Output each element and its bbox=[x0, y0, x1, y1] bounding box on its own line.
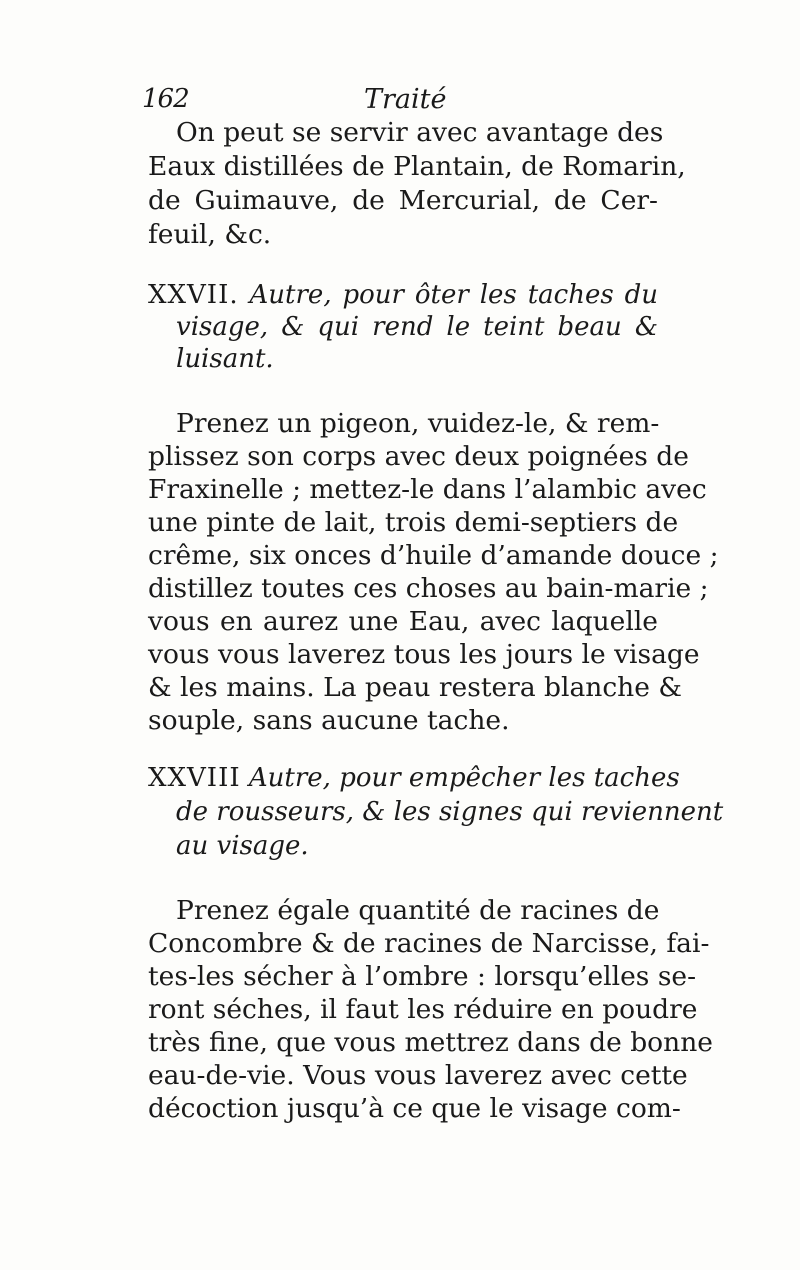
text-line: vous vous laverez tous les jours le visage bbox=[148, 639, 700, 670]
text-line: plissez son corps avec deux poignées de bbox=[148, 441, 689, 472]
text-line: souple, sans aucune tache. bbox=[148, 705, 510, 736]
text-line: tes-les sécher à l’ombre : lorsqu’elles se- bbox=[148, 961, 697, 992]
text-line: de Guimauve, de Mercurial, de Cer- bbox=[148, 185, 658, 216]
text-line: ront séches, il faut les réduire en poudre bbox=[148, 994, 698, 1025]
section-title-line: luisant. bbox=[176, 344, 274, 374]
section-title: Autre, pour empêcher les taches bbox=[248, 763, 680, 793]
page-header bbox=[142, 84, 662, 120]
text-line: une pinte de lait, trois demi-septiers de bbox=[148, 507, 679, 538]
section-title-line: visage, & qui rend le teint beau & bbox=[176, 312, 658, 342]
section-title-line: au visage. bbox=[176, 831, 309, 861]
text-line: distillez toutes ces choses au bain-marie ; bbox=[148, 573, 709, 604]
text-line: Prenez un pigeon, vuidez-le, & rem- bbox=[176, 408, 660, 439]
text-line: très fine, que vous mettrez dans de bonne bbox=[148, 1027, 713, 1058]
text-line: Concombre & de racines de Narcisse, fai- bbox=[148, 928, 710, 959]
text-line: & les mains. La peau restera blanche & bbox=[148, 672, 682, 703]
text-line: crême, six onces d’huile d’amande douce ; bbox=[148, 540, 719, 571]
text-line: Eaux distillées de Plantain, de Romarin, bbox=[148, 151, 686, 182]
section-heading-xxvii bbox=[148, 279, 658, 311]
section-title: Autre, pour ôter les taches du bbox=[249, 280, 658, 310]
section-number: XXVII. bbox=[148, 280, 239, 310]
page-number: 162 bbox=[142, 84, 189, 114]
text-line: Prenez égale quantité de racines de bbox=[176, 895, 660, 926]
section-title-line: de rousseurs, & les signes qui reviennent bbox=[176, 797, 724, 827]
text-line: Fraxinelle ; mettez-le dans l’alambic avec bbox=[148, 474, 707, 505]
text-line: On peut se servir avec avantage des bbox=[176, 117, 664, 148]
text-line: décoction jusqu’à ce que le visage com- bbox=[148, 1093, 681, 1124]
text-line: vous en aurez une Eau, avec laquelle bbox=[148, 606, 658, 637]
text-line: eau-de-vie. Vous vous laverez avec cette bbox=[148, 1060, 688, 1091]
running-title: Traité bbox=[364, 84, 447, 115]
section-heading-xxviii bbox=[148, 762, 680, 794]
text-line: feuil, &c. bbox=[148, 219, 272, 250]
section-number: XXVIII bbox=[148, 763, 241, 793]
